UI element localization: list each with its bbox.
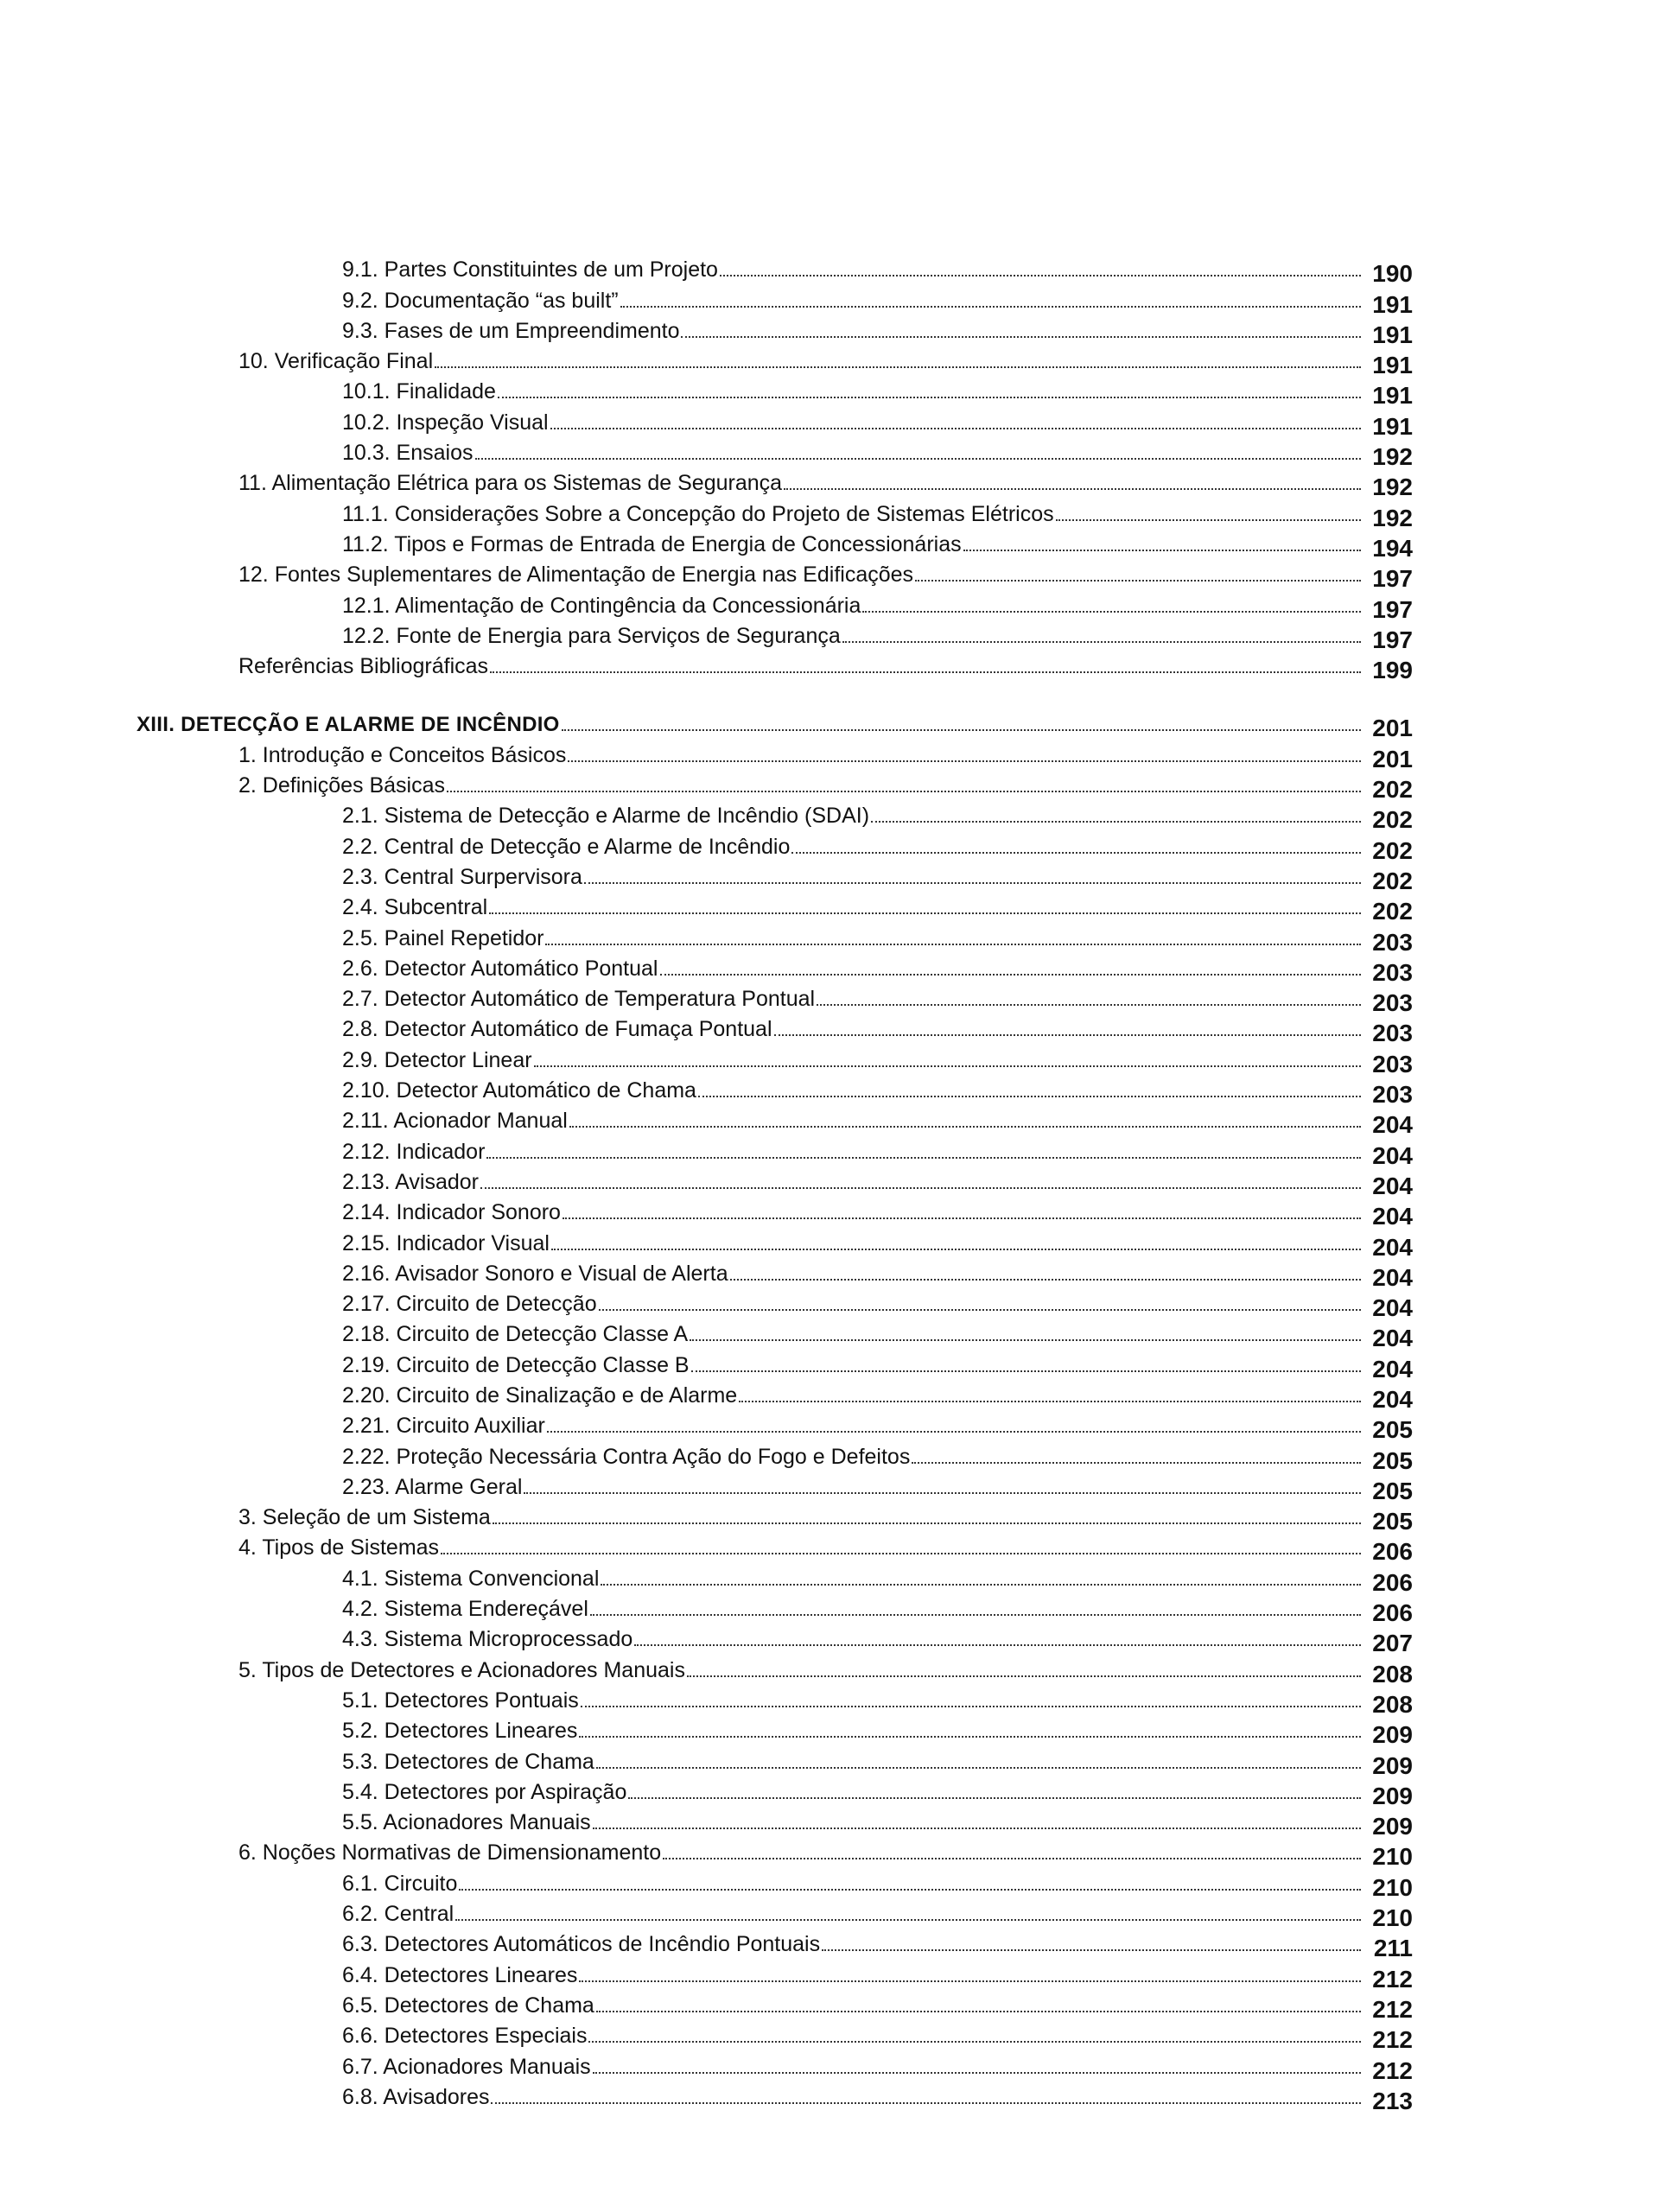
toc-page-number: 208 — [1372, 1660, 1413, 1688]
dot-leader — [569, 1126, 1361, 1128]
toc-entry-title: 10.3. Ensaios — [342, 441, 474, 466]
toc-page-number: 202 — [1372, 867, 1413, 894]
toc-page-number: 206 — [1372, 1538, 1413, 1566]
toc-entry-title: 4.2. Sistema Endereçável — [342, 1597, 588, 1622]
dot-leader — [490, 671, 1361, 673]
dot-leader — [596, 2011, 1361, 2012]
dot-leader — [435, 366, 1361, 368]
toc-entry-title: 5.1. Detectores Pontuais — [342, 1688, 579, 1713]
toc-entry — [0, 372, 1659, 410]
toc-page-number: 203 — [1372, 1050, 1413, 1077]
toc-page-number: 202 — [1372, 776, 1413, 804]
dot-leader — [590, 1614, 1361, 1616]
toc-page-number: 205 — [1372, 1446, 1413, 1474]
toc-entry-title: 2.14. Indicador Sonoro — [342, 1200, 561, 1225]
toc-entry-title: 2.22. Proteção Necessária Contra Ação do Fogo e Defeitos — [342, 1444, 911, 1469]
toc-page-number: 213 — [1372, 2087, 1413, 2114]
toc-entry — [0, 766, 1659, 804]
toc-entry-title: 5.4. Detectores por Aspiração — [342, 1779, 627, 1804]
toc-entry-title: 2.2. Central de Detecção e Alarme de Incêndio — [342, 834, 791, 859]
toc-entry-title: 6.7. Acionadores Manuais — [342, 2054, 591, 2079]
toc-entry-title: 6.5. Detectores de Chama — [342, 1993, 594, 2018]
toc-entry-title: Referências Bibliográficas — [238, 654, 489, 679]
toc-entry-title: 11. Alimentação Elétrica para os Sistemas de Segurança — [238, 471, 783, 496]
toc-page-number: 191 — [1372, 352, 1413, 379]
dot-leader — [634, 1644, 1361, 1646]
dot-leader — [912, 1462, 1361, 1464]
dot-leader — [601, 1584, 1361, 1586]
dot-leader — [579, 1980, 1361, 1982]
toc-page-number: 197 — [1372, 595, 1413, 623]
toc-entry — [0, 858, 1659, 894]
dot-leader — [486, 1157, 1361, 1159]
dot-leader — [596, 1767, 1361, 1769]
toc-entry-title: 2.21. Circuito Auxiliar — [342, 1414, 545, 1439]
dot-leader — [584, 882, 1361, 884]
toc-entry — [0, 735, 1659, 772]
toc-page-number: 202 — [1372, 806, 1413, 834]
dot-leader — [915, 580, 1361, 582]
dot-leader — [660, 974, 1362, 976]
dot-leader — [791, 852, 1361, 854]
toc-page-number: 212 — [1372, 2026, 1413, 2054]
toc-page-number: 203 — [1372, 958, 1413, 986]
toc-page-number: 210 — [1372, 1904, 1413, 1932]
dot-leader — [774, 1034, 1362, 1036]
toc-entry-title: 2.8. Detector Automático de Fumaça Pontual — [342, 1017, 772, 1042]
dot-leader — [862, 611, 1361, 613]
toc-entry — [0, 1834, 1659, 1871]
toc-entry-title: 2. Definições Básicas — [238, 773, 446, 798]
toc-entry-title: 11.2. Tipos e Formas de Entrada de Energia de Concessionárias — [342, 531, 962, 556]
toc-entry — [0, 1681, 1659, 1718]
toc-entry — [0, 888, 1659, 925]
toc-page-number: 209 — [1372, 1751, 1413, 1779]
dot-leader — [493, 1522, 1361, 1524]
toc-entry — [0, 1529, 1659, 1566]
toc-page-number: 205 — [1372, 1416, 1413, 1444]
toc-entry — [0, 1071, 1659, 1109]
toc-entry — [0, 1742, 1659, 1779]
toc-entry — [0, 1650, 1659, 1688]
toc-entry-title: 2.19. Circuito de Detecção Classe B — [342, 1352, 690, 1377]
toc-page-number: 204 — [1372, 1355, 1413, 1382]
toc-entry-title: 4.1. Sistema Convencional — [342, 1566, 600, 1591]
toc-entry-title: 5. Tipos de Detectores e Acionadores Manuais — [238, 1657, 685, 1682]
toc-entry — [0, 586, 1659, 623]
toc-page-number: 191 — [1372, 321, 1413, 348]
toc-entry-title: 2.4. Subcentral — [342, 895, 488, 920]
toc-entry-title: 2.18. Circuito de Detecção Classe A — [342, 1322, 689, 1347]
toc-page-number: 205 — [1372, 1508, 1413, 1535]
toc-entry — [0, 1315, 1659, 1352]
toc-page-number: 209 — [1372, 1782, 1413, 1809]
toc-entry — [0, 1803, 1659, 1840]
toc-entry — [0, 1102, 1659, 1139]
dot-leader — [489, 912, 1361, 914]
toc-entry — [0, 281, 1659, 318]
toc-page-number: 206 — [1372, 1568, 1413, 1596]
toc-page-number: 192 — [1372, 504, 1413, 531]
toc-entry — [0, 1925, 1659, 1962]
toc-entry — [0, 1620, 1659, 1657]
toc-page-number: 203 — [1372, 1020, 1413, 1047]
toc-entry-title: 6.6. Detectores Especiais — [342, 2024, 588, 2049]
toc-entry-title: 2.5. Painel Repetidor — [342, 925, 544, 950]
dot-leader — [593, 1827, 1361, 1829]
toc-page-number: 203 — [1372, 1081, 1413, 1109]
toc-entry — [0, 1040, 1659, 1077]
toc-entry — [0, 312, 1659, 348]
dot-leader — [784, 488, 1361, 490]
toc-entry — [0, 1010, 1659, 1047]
toc-page-number: 192 — [1372, 474, 1413, 501]
toc-entry-title: 2.20. Circuito de Sinalização e de Alarme — [342, 1382, 738, 1408]
dot-leader — [698, 1096, 1361, 1097]
toc-page-number: 191 — [1372, 412, 1413, 440]
dot-leader — [545, 944, 1361, 945]
toc-entry — [0, 918, 1659, 956]
toc-entry — [0, 1590, 1659, 1627]
toc-entry — [0, 1345, 1659, 1382]
toc-entry — [0, 1864, 1659, 1901]
toc-page-number: 201 — [1372, 715, 1413, 742]
toc-page-number: 204 — [1372, 1141, 1413, 1169]
toc-entry — [0, 1437, 1659, 1474]
toc-page-number: 212 — [1372, 2056, 1413, 2084]
toc-page-number: 207 — [1372, 1630, 1413, 1657]
toc-page-number: 205 — [1372, 1477, 1413, 1504]
dot-leader — [599, 1309, 1361, 1311]
toc-page-number: 204 — [1372, 1385, 1413, 1413]
dot-leader — [663, 1858, 1361, 1859]
toc-entry — [0, 525, 1659, 562]
toc-entry-title: 9.1. Partes Constituintes de um Projeto — [342, 257, 718, 283]
toc-entry-title: 1. Introdução e Conceitos Básicos — [238, 742, 567, 767]
toc-entry — [0, 2078, 1659, 2114]
toc-entry — [0, 1895, 1659, 1932]
dot-leader — [459, 1889, 1361, 1891]
toc-page-number: 212 — [1372, 1965, 1413, 1993]
dot-leader — [681, 336, 1361, 338]
dot-leader — [593, 2072, 1361, 2074]
toc-entry — [0, 617, 1659, 653]
toc-entry — [0, 647, 1659, 684]
toc-entry — [0, 1132, 1659, 1169]
toc-page-number: 204 — [1372, 1172, 1413, 1199]
dot-leader — [524, 1492, 1361, 1494]
toc-entry — [0, 1255, 1659, 1291]
toc-entry-title: 2.15. Indicador Visual — [342, 1230, 550, 1255]
toc-entry-title: 2.12. Indicador — [342, 1139, 486, 1164]
toc-entry-title: 2.6. Detector Automático Pontual — [342, 956, 658, 981]
section-spacer — [0, 677, 1659, 705]
toc-page-number: 211 — [1373, 1935, 1413, 1962]
dot-leader — [628, 1797, 1361, 1799]
toc-page-number: 204 — [1372, 1325, 1413, 1352]
toc-entry-title: XIII. DETECÇÃO E ALARME DE INCÊNDIO — [137, 713, 560, 737]
toc-entry-title: 12.1. Alimentação de Contingência da Concessionária — [342, 593, 861, 618]
toc-entry-title: 12.2. Fonte de Energia para Serviços de Segurança — [342, 623, 841, 648]
toc-entry — [0, 827, 1659, 864]
toc-page-number: 202 — [1372, 898, 1413, 925]
toc-entry — [0, 434, 1659, 471]
toc-page-number: 212 — [1372, 1995, 1413, 2023]
toc-entry — [0, 1468, 1659, 1504]
dot-leader — [579, 1736, 1361, 1738]
toc-page-number: 197 — [1372, 626, 1413, 653]
dot-leader — [817, 1004, 1361, 1006]
toc-page-number: 203 — [1372, 989, 1413, 1017]
toc-page-number: 208 — [1372, 1690, 1413, 1718]
toc-page-number: 204 — [1372, 1203, 1413, 1230]
toc-entry — [0, 464, 1659, 501]
toc-entry-title: 6.3. Detectores Automáticos de Incêndio Pontuais — [342, 1932, 821, 1957]
toc-entry-title: 2.17. Circuito de Detecção — [342, 1292, 597, 1317]
toc-page-number: 190 — [1372, 260, 1413, 288]
dot-leader — [822, 1949, 1361, 1951]
table-of-contents — [0, 251, 1659, 2114]
dot-leader — [871, 821, 1361, 823]
toc-entry — [0, 342, 1659, 379]
toc-entry — [0, 556, 1659, 593]
toc-entry — [0, 1559, 1659, 1596]
dot-leader — [475, 458, 1362, 460]
dot-leader — [562, 729, 1361, 731]
dot-leader — [534, 1065, 1361, 1067]
toc-entry — [0, 1407, 1659, 1444]
toc-entry-title: 4.3. Sistema Microprocessado — [342, 1627, 633, 1652]
toc-page-number: 204 — [1372, 1263, 1413, 1291]
toc-entry — [0, 1498, 1659, 1535]
toc-entry — [0, 1163, 1659, 1199]
toc-page-number: 209 — [1372, 1813, 1413, 1840]
toc-entry-title: 6.2. Central — [342, 1902, 454, 1927]
toc-page-number: 210 — [1372, 1843, 1413, 1871]
toc-entry — [0, 251, 1659, 288]
toc-entry — [0, 2047, 1659, 2084]
toc-entry — [0, 2017, 1659, 2054]
dot-leader — [620, 306, 1361, 308]
dot-leader — [550, 428, 1361, 429]
toc-entry-title: 4. Tipos de Sistemas — [238, 1535, 440, 1560]
toc-entry — [0, 1224, 1659, 1261]
toc-entry-title: 9.3. Fases de um Empreendimento — [342, 318, 680, 343]
toc-entry-title: 2.7. Detector Automático de Temperatura Pontual — [342, 987, 816, 1012]
toc-entry — [0, 1986, 1659, 2023]
dot-leader — [687, 1675, 1361, 1677]
toc-entry-title: 5.5. Acionadores Manuais — [342, 1810, 591, 1835]
toc-page-number: 203 — [1372, 928, 1413, 956]
toc-entry — [0, 494, 1659, 531]
toc-entry-title: 10. Verificação Final — [238, 349, 434, 374]
toc-page-number: 204 — [1372, 1111, 1413, 1139]
toc-entry-title: 3. Seleção de um Sistema — [238, 1505, 491, 1530]
dot-leader — [739, 1401, 1361, 1402]
dot-leader — [447, 791, 1361, 792]
toc-entry — [0, 1712, 1659, 1749]
toc-entry — [0, 1376, 1659, 1413]
toc-entry — [0, 980, 1659, 1017]
toc-page-number: 192 — [1372, 443, 1413, 471]
toc-entry — [0, 1955, 1659, 1993]
dot-leader — [691, 1370, 1361, 1372]
toc-page-number: 210 — [1372, 1873, 1413, 1901]
dot-leader — [563, 1217, 1361, 1219]
dot-leader — [842, 641, 1361, 643]
toc-page-number: 204 — [1372, 1294, 1413, 1322]
toc-page-number: 194 — [1372, 534, 1413, 562]
dot-leader — [441, 1553, 1361, 1554]
dot-leader — [568, 760, 1361, 762]
dot-leader — [588, 2041, 1361, 2043]
toc-chapter-entry — [0, 705, 1659, 742]
toc-entry — [0, 403, 1659, 440]
toc-entry-title: 10.1. Finalidade — [342, 379, 496, 404]
toc-page-number: 191 — [1372, 382, 1413, 410]
toc-entry-title: 5.3. Detectores de Chama — [342, 1749, 594, 1774]
toc-entry-title: 2.1. Sistema de Detecção e Alarme de Incêndio (SDAI) — [342, 804, 870, 829]
dot-leader — [963, 550, 1361, 551]
toc-entry-title: 9.2. Documentação “as built” — [342, 288, 619, 313]
toc-entry-title: 2.10. Detector Automático de Chama — [342, 1078, 696, 1103]
toc-entry-title: 2.16. Avisador Sonoro e Visual de Alerta — [342, 1261, 728, 1286]
toc-entry-title: 10.2. Inspeção Visual — [342, 410, 549, 435]
toc-entry-title: 6. Noções Normativas de Dimensionamento — [238, 1840, 662, 1866]
toc-page-number: 204 — [1372, 1233, 1413, 1261]
dot-leader — [491, 2102, 1361, 2104]
toc-entry-title: 6.4. Detectores Lineares — [342, 1962, 578, 1987]
toc-entry-title: 2.11. Acionador Manual — [342, 1109, 568, 1134]
toc-page-number: 206 — [1372, 1599, 1413, 1627]
toc-entry — [0, 1773, 1659, 1809]
toc-entry-title: 6.1. Circuito — [342, 1871, 458, 1896]
toc-entry-title: 2.3. Central Surpervisora — [342, 864, 582, 889]
dot-leader — [547, 1431, 1361, 1433]
toc-entry — [0, 797, 1659, 834]
toc-page-number: 202 — [1372, 836, 1413, 864]
toc-entry — [0, 1285, 1659, 1322]
dot-leader — [551, 1249, 1361, 1250]
dot-leader — [730, 1279, 1361, 1281]
toc-page-number: 199 — [1372, 657, 1413, 684]
dot-leader — [690, 1339, 1361, 1341]
toc-page-number: 209 — [1372, 1721, 1413, 1749]
dot-leader — [720, 275, 1361, 276]
dot-leader — [1056, 519, 1361, 521]
toc-entry-title: 6.8. Avisadores — [342, 2084, 490, 2109]
toc-entry-title: 2.23. Alarme Geral — [342, 1474, 523, 1499]
toc-entry-title: 11.1. Considerações Sobre a Concepção do Projeto de Sistemas Elétricos — [342, 501, 1054, 526]
toc-entry — [0, 950, 1659, 986]
toc-entry — [0, 1193, 1659, 1230]
dot-leader — [498, 397, 1361, 398]
dot-leader — [480, 1187, 1361, 1189]
toc-page-number: 201 — [1372, 745, 1413, 772]
toc-entry-title: 2.9. Detector Linear — [342, 1047, 532, 1072]
toc-page-number: 197 — [1372, 565, 1413, 593]
toc-entry-title: 5.2. Detectores Lineares — [342, 1719, 578, 1744]
toc-entry-title: 2.13. Avisador — [342, 1169, 479, 1194]
toc-page-number: 191 — [1372, 290, 1413, 318]
toc-entry-title: 12. Fontes Suplementares de Alimentação de Energia nas Edificações — [238, 563, 914, 588]
dot-leader — [581, 1706, 1361, 1707]
dot-leader — [455, 1919, 1361, 1921]
